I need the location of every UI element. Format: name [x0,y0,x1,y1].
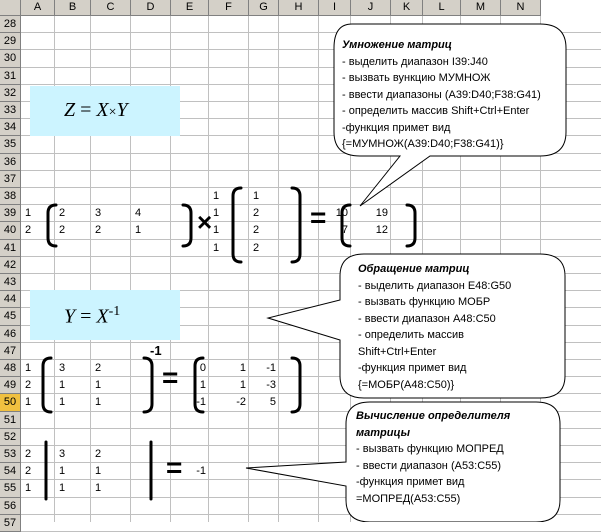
matrix-c-cell[interactable]: 10 [335,207,348,220]
matrix-f-cell[interactable]: 1 [59,465,66,478]
row-header-37[interactable]: 37 [0,171,21,188]
row-header-52[interactable]: 52 [0,429,21,446]
callout-mult-line: {=МУМНОЖ(A39:D40;F38:G41)} [342,138,504,150]
row-header-49[interactable]: 49 [0,377,21,394]
row-header-31[interactable]: 31 [0,68,21,85]
callout-inverse-line: -функция примет вид [358,362,467,374]
matrix-d-cell[interactable]: 2 [95,362,102,374]
matrix-c-right-bracket [407,205,415,246]
row-header-46[interactable]: 46 [0,326,21,343]
column-header-D[interactable]: D [131,0,171,16]
callout-mult-line: - вызвать вункцию МУМНОЖ [342,72,491,84]
callout-mult-title: Умножение матриц [342,39,452,51]
column-header-G[interactable]: G [249,0,279,16]
callout-mult [342,37,562,153]
matrix-e-cell[interactable]: 5 [269,396,276,409]
determinant-result[interactable]: -1 [196,465,206,478]
matrix-b-cell[interactable]: 1 [213,207,220,220]
matrix-e-cell[interactable]: 0 [199,362,206,374]
matrix-b-cell[interactable]: 1 [253,190,260,202]
matrix-a-cell[interactable]: 4 [135,207,142,220]
matrix-a-cell[interactable]: 3 [95,207,102,220]
callout-det-title: Вычисление определителя матрицы [356,410,511,439]
row-header-42[interactable]: 42 [0,257,21,274]
matrix-e-cell[interactable]: 1 [239,362,246,374]
matrix-d-cell[interactable]: 1 [95,379,102,392]
matrix-e-cell[interactable]: -1 [196,396,206,409]
matrix-b-cell[interactable]: 2 [253,241,260,254]
matrix-a-right-bracket [183,205,191,246]
matrix-c-cell[interactable]: 7 [341,224,348,237]
column-header-J[interactable]: J [351,0,391,16]
row-header-35[interactable]: 35 [0,136,21,153]
equals-operator-2: = [162,362,179,393]
column-header-C[interactable]: C [91,0,131,16]
matrix-b-cell[interactable]: 2 [253,224,260,237]
matrix-f-cell[interactable]: 2 [95,448,102,460]
column-header-L[interactable]: L [423,0,461,16]
matrix-f-cell[interactable]: 2 [25,448,32,460]
column-header-B[interactable]: B [55,0,91,16]
matrix-b-cell[interactable]: 1 [213,224,220,237]
matrix-f-cell[interactable]: 2 [25,465,32,478]
callout-det-line: -функция примет вид [356,476,465,488]
row-header-29[interactable]: 29 [0,33,21,50]
column-header-I[interactable]: I [319,0,351,16]
matrix-e-cell[interactable]: 1 [199,379,206,392]
matrix-d-cell[interactable]: 2 [25,379,32,392]
column-header-F[interactable]: F [209,0,249,16]
row-header-48[interactable]: 48 [0,360,21,377]
matrix-c-cell[interactable]: 19 [375,207,388,220]
formula-mult: Z = X×Y [64,99,128,121]
callout-det-line: =МОПРЕД(A53:C55) [356,492,461,505]
matrix-f-cell[interactable]: 1 [95,465,102,478]
row-header-33[interactable]: 33 [0,102,21,119]
matrix-b-left-bracket [233,188,241,262]
row-header-54[interactable]: 54 [0,463,21,480]
matrix-b-right-bracket [292,188,300,262]
column-header-H[interactable]: H [279,0,319,16]
row-header-36[interactable]: 36 [0,154,21,171]
matrix-f-cell[interactable]: 3 [59,448,66,460]
column-header-E[interactable]: E [171,0,209,16]
matrix-e-right-bracket [292,358,300,412]
matrix-d-cell[interactable]: 1 [25,362,32,374]
callout-det-line: - вызвать функцию МОПРЕД [356,443,504,455]
matrix-a-left-bracket [48,205,56,246]
callout-inverse-line: - выделить диапазон E48:G50 [358,279,512,292]
matrix-a-cell[interactable]: 2 [59,224,66,237]
callout-inverse-line: - ввести диапазон A48:C50 [358,312,496,325]
row-header-41[interactable]: 41 [0,240,21,257]
callout-inverse [358,261,558,393]
row-header-50[interactable]: 50 [0,394,21,411]
row-header-34[interactable]: 34 [0,119,21,136]
callout-inverse-line: - вызвать функцию МОБР [358,296,491,308]
column-header-M[interactable]: M [461,0,501,16]
row-header-51[interactable]: 51 [0,412,21,429]
matrix-d-cell[interactable]: 1 [59,379,66,392]
matrix-e-cell[interactable]: 1 [239,379,246,392]
callout-mult-line: - выделить диапазон I39:J40 [342,55,488,68]
matrix-d-cell[interactable]: 3 [59,362,66,374]
matrix-e-cell[interactable]: -1 [266,362,276,374]
matrix-d-cell[interactable]: 1 [25,396,32,409]
row-header-56[interactable]: 56 [0,498,21,515]
multiply-operator: × [197,207,213,237]
row-header-30[interactable]: 30 [0,50,21,67]
callout-mult-line: - ввести диапазоны (A39:D40;F38:G41) [342,88,541,101]
matrix-f-cell[interactable]: 1 [95,482,102,495]
column-header-A[interactable]: A [21,0,55,16]
equals-operator-1: = [310,202,327,233]
row-header-53[interactable]: 53 [0,446,21,463]
callout-inverse-line: {=МОБР(A48:C50)} [358,378,455,391]
row-header-28[interactable]: 28 [0,16,21,33]
matrix-e-left-bracket [195,358,203,412]
matrix-a-cell[interactable]: 2 [25,224,32,237]
callout-inverse-line: Shift+Ctrl+Enter [358,345,437,358]
matrix-d-right-bracket [144,358,152,412]
column-header-K[interactable]: K [391,0,423,16]
matrix-e-cell[interactable]: -2 [236,396,246,409]
row-header-45[interactable]: 45 [0,308,21,325]
callout-inverse-title: Обращение матриц [358,263,470,275]
row-header-43[interactable]: 43 [0,274,21,291]
matrix-b-cell[interactable]: 2 [253,207,260,220]
matrix-b-cell[interactable]: 1 [213,241,220,254]
column-header-N[interactable]: N [501,0,541,16]
row-header-40[interactable]: 40 [0,222,21,239]
callout-mult-line: - определить массив Shift+Ctrl+Enter [342,105,530,117]
row-header-32[interactable]: 32 [0,85,21,102]
matrix-e-cell[interactable]: -3 [266,379,276,392]
matrix-c-cell[interactable]: 12 [375,224,388,237]
matrix-a-cell[interactable]: 2 [95,224,102,237]
row-header-55[interactable]: 55 [0,480,21,497]
row-header-38[interactable]: 38 [0,188,21,205]
inverse-exponent: -1 [150,343,162,358]
matrix-a-cell[interactable]: 1 [25,207,32,220]
equals-operator-3: = [166,452,183,483]
row-header-57[interactable]: 57 [0,515,21,532]
matrix-a-cell[interactable]: 2 [59,207,66,220]
row-header-47[interactable]: 47 [0,343,21,360]
callout-det [356,408,556,507]
matrix-b-cell[interactable]: 1 [213,190,220,202]
matrix-d-left-bracket [43,358,51,412]
matrix-a-cell[interactable]: 1 [135,224,142,237]
callout-det-line: - ввести диапазон (A53:C55) [356,459,502,472]
callout-mult-line: -функция примет вид [342,121,451,134]
matrix-c-left-bracket [342,205,350,246]
matrix-f-cell[interactable]: 1 [59,482,66,495]
formula-inverse: $Y = X^{-1}$ [64,304,121,328]
matrix-d-cell[interactable]: 1 [95,396,102,409]
matrix-d-cell[interactable]: 1 [59,396,66,409]
row-header-39[interactable]: 39 [0,205,21,222]
row-header-44[interactable]: 44 [0,291,21,308]
matrix-f-cell[interactable]: 1 [25,482,32,495]
callout-inverse-line: - определить массив [358,329,465,341]
